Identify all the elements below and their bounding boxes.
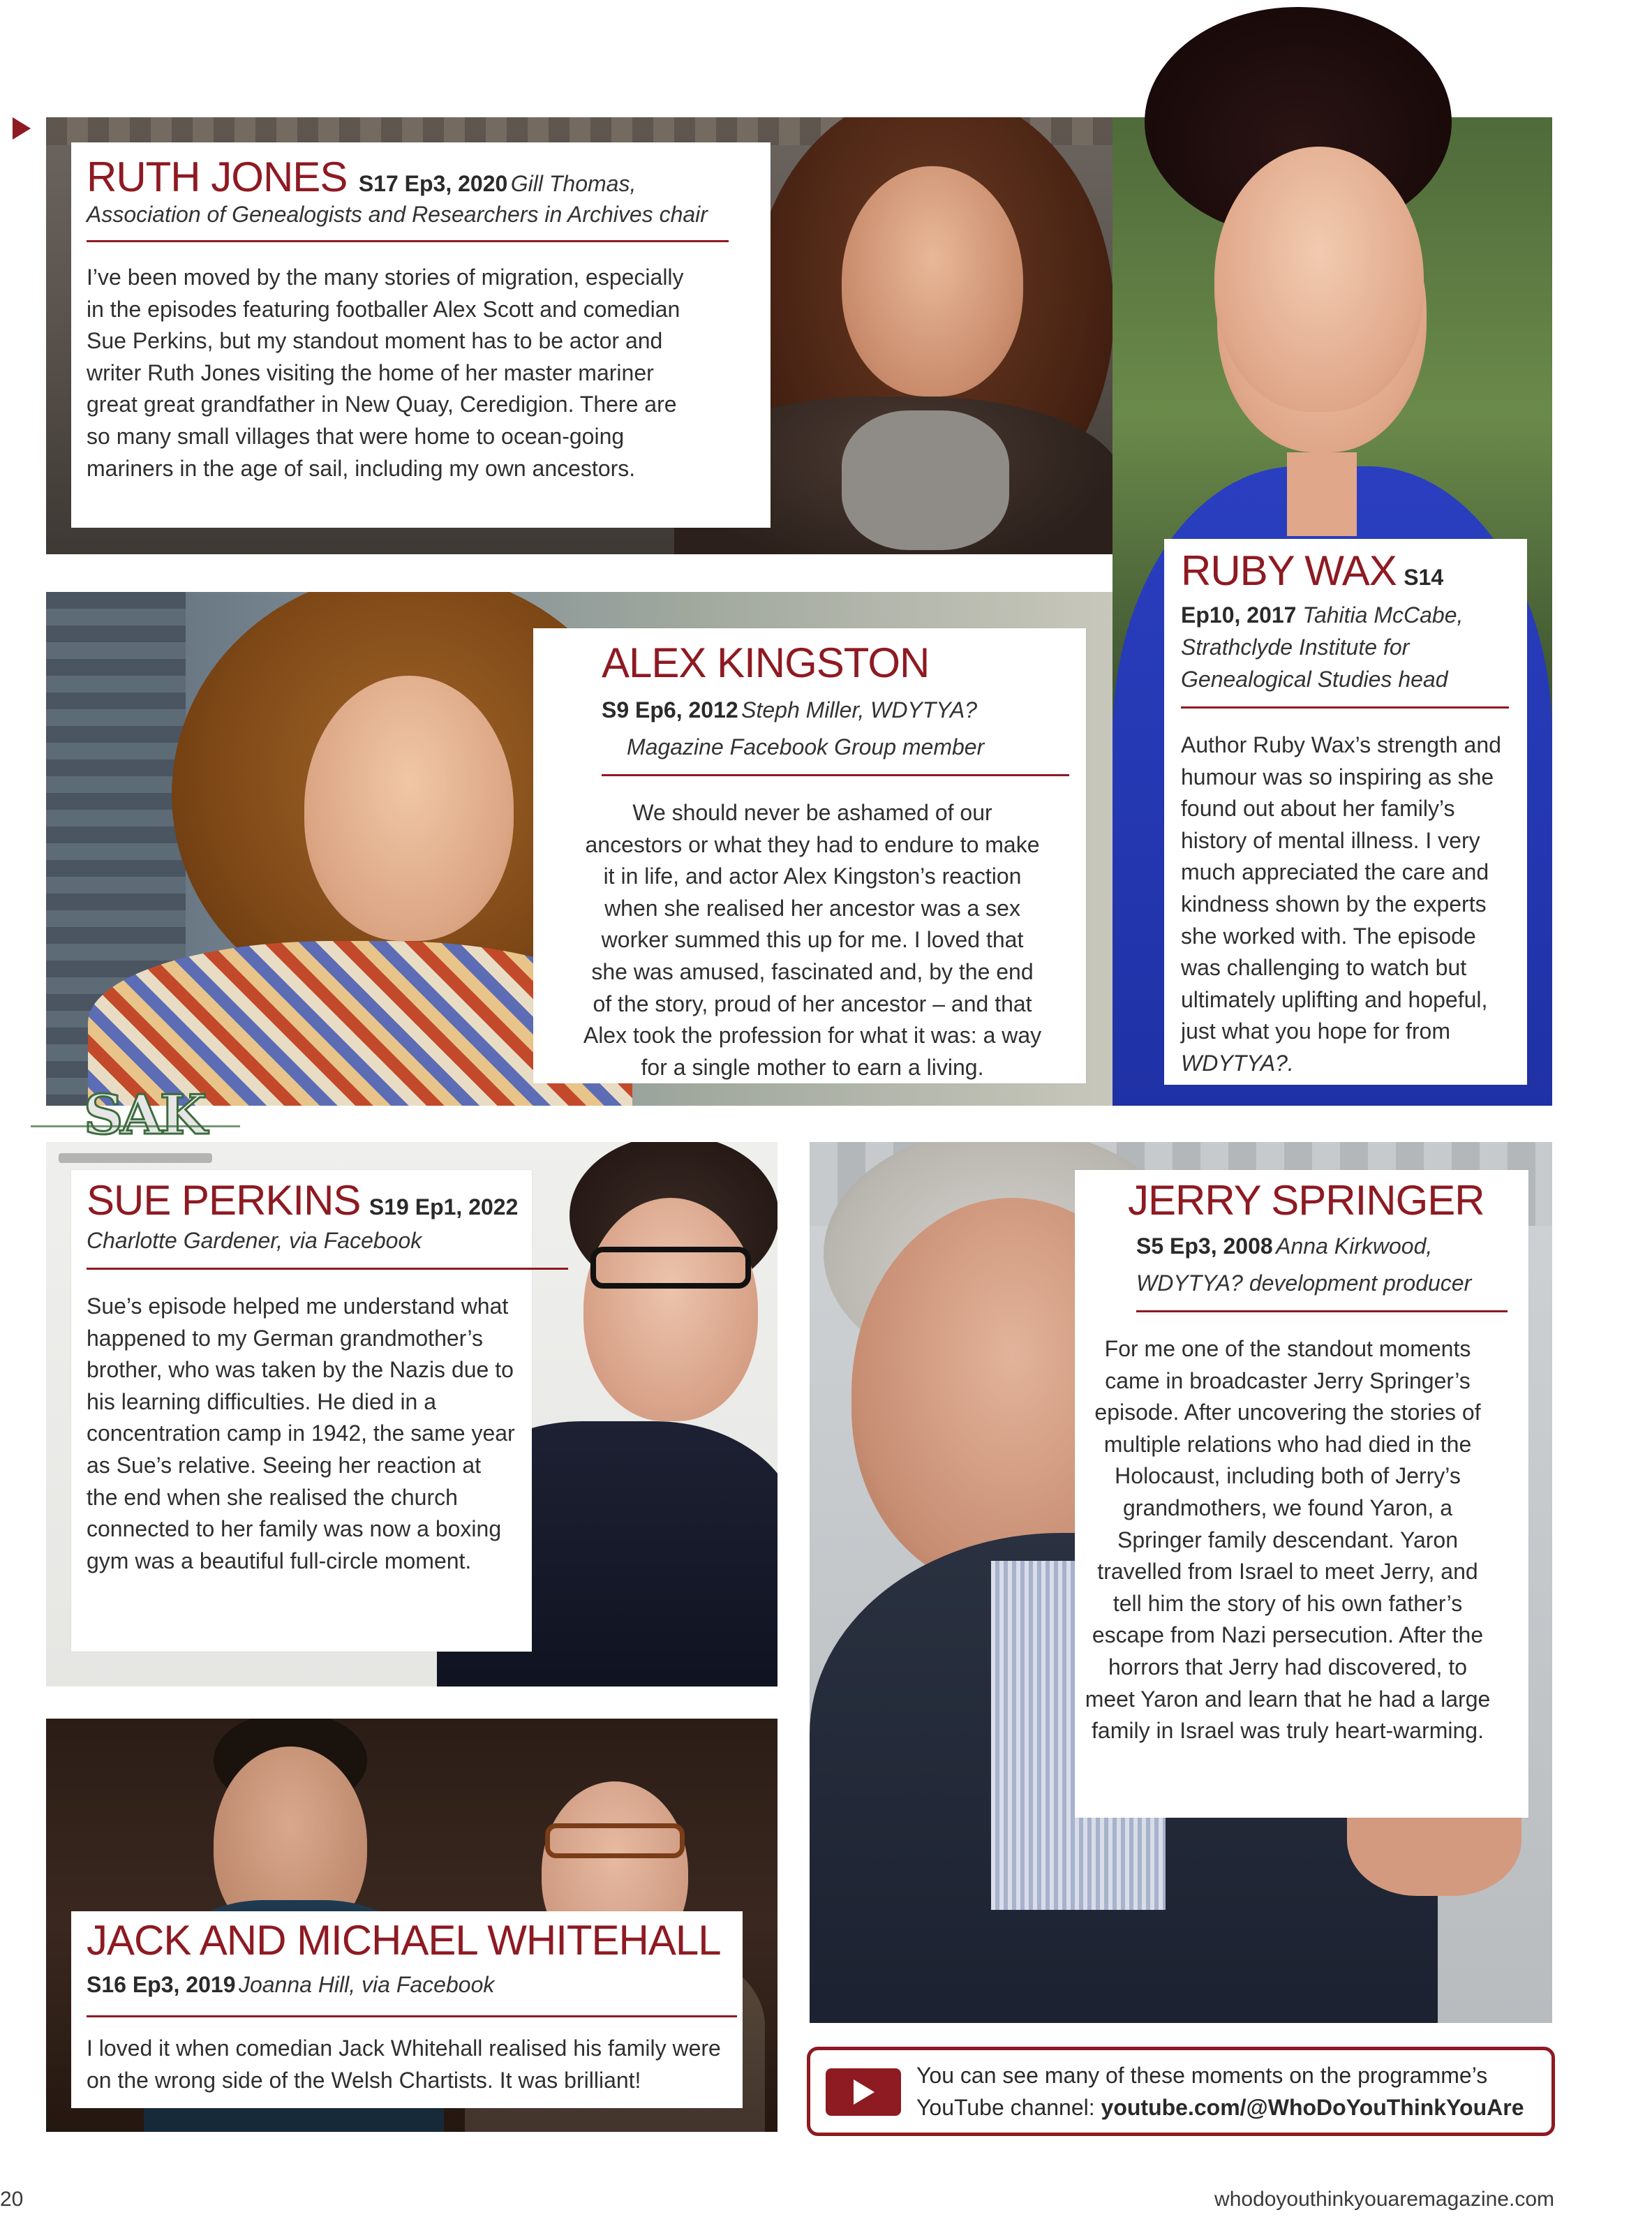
sue-perkins-divider: [87, 1268, 568, 1270]
whitehall-credit: Joanna Hill, via Facebook: [238, 1972, 495, 1997]
ruby-wax-card: [1164, 539, 1527, 1085]
ruth-jones-episode: S17 Ep3, 2020: [358, 171, 508, 196]
alex-kingston-credit-line1: Steph Miller, WDYTYA?: [741, 697, 978, 722]
jerry-springer-credit-line1: Anna Kirkwood,: [1276, 1233, 1433, 1259]
ruth-jones-card: [71, 142, 771, 528]
ruby-wax-body: [1181, 729, 1515, 1080]
whitehall-card: [71, 1911, 743, 2108]
jerry-springer-credit-line2: WDYTYA? development producer: [1136, 1270, 1472, 1296]
alex-kingston-body: We should never be ashamed of our ancestors or what they had to endure to make it in life, and actor Alex Kingston’s reaction when she realised her ancestor was a sex worker summed this up for me. I loved that she was amused, fascinated and, by the end of the story, proud of her ancestor – and that Alex took the profession for what it was: a way for a single mother to earn a living.: [583, 800, 1042, 1080]
jerry-springer-divider: [1136, 1310, 1508, 1312]
sue-perkins-card: [71, 1170, 532, 1652]
whitehall-divider: [87, 2015, 737, 2017]
ruby-wax-heading: [1181, 547, 1510, 594]
ruby-wax-episode-b: Ep10, 2017: [1181, 602, 1297, 628]
sue-perkins-episode: S19 Ep1, 2022: [369, 1194, 519, 1220]
youtube-promo-prefix: YouTube channel:: [916, 2095, 1095, 2120]
ruth-jones-divider: [87, 240, 729, 242]
alex-kingston-episode: S9 Ep6, 2012: [602, 697, 738, 722]
alex-kingston-credit-line2: Magazine Facebook Group member: [627, 734, 985, 759]
ruth-jones-credit-line1: Gill Thomas,: [510, 171, 637, 196]
ruby-wax-divider: [1181, 706, 1509, 709]
sue-perkins-body: Sue’s episode helped me understand what happened to my German grandmother’s brother, who was taken by the Nazis due to his learning difficulties. He died in a concentration camp in 1942, the same year as Sue’s relative. Seeing her reaction at the end when she realised the church connected to her family was now a boxing gym was a beautiful full-circle moment.: [87, 1293, 515, 1573]
play-icon[interactable]: [826, 2068, 901, 2116]
whitehall-episode: S16 Ep3, 2019: [87, 1972, 236, 1997]
ruby-wax-credit-line2: Strathclyde Institute for Genealogical Studies head: [1181, 635, 1448, 692]
ruth-jones-credit-line2: Association of Genealogists and Researchers in Archives chair: [87, 202, 708, 227]
sue-perkins-name: SUE PERKINS: [87, 1177, 361, 1224]
jerry-springer-body: For me one of the standout moments came in broadcaster Jerry Springer’s episode. After uncovering the stories of multiple relations who had died in the Holocaust, including both of Jerry’s grandmothers, we found Yaron, a Springer family descendant. Yaron travelled from Israel to meet Jerry, and tell him the story of his own father’s escape from Nazi persecution. After the horrors that Jerry had discovered, to meet Yaron and learn that he had a large family in Israel was truly heart-warming.: [1085, 1336, 1491, 1744]
ruby-wax-episode-a: S14: [1404, 565, 1444, 590]
youtube-promo-line1: You can see many of these moments on the programme’s: [916, 2063, 1488, 2088]
whitehall-name: JACK AND MICHAEL WHITEHALL: [87, 1917, 721, 1964]
alex-kingston-card: [533, 628, 1086, 1083]
ruth-jones-heading: [87, 156, 755, 200]
ruby-wax-body-italic: WDYTYA?.: [1181, 1050, 1294, 1076]
page-number: 20: [0, 2188, 24, 2211]
sue-perkins-credit: Charlotte Gardener, via Facebook: [87, 1228, 422, 1253]
ruby-wax-name: RUBY WAX: [1181, 547, 1397, 594]
alex-kingston-name: ALEX KINGSTON: [602, 639, 930, 686]
ruth-jones-body: I’ve been moved by the many stories of migration, especially in the episodes featuring footballer Alex Scott and comedian Sue Perkins, but my standout moment has to be actor and writer Ruth Jones visiting the home of her master mariner great great grandfather in New Quay, Ceredigion. There are so many small villages that were home to ocean-going mariners in the age of sail, including my own ancestors.: [87, 265, 684, 481]
jerry-springer-card: [1075, 1170, 1528, 1818]
ruth-jones-name: RUTH JONES: [87, 154, 348, 200]
youtube-channel-link[interactable]: youtube.com/@WhoDoYouThinkYouAre: [1101, 2095, 1524, 2120]
jerry-springer-name: JERRY SPRINGER: [1128, 1177, 1484, 1224]
alex-kingston-divider: [602, 774, 1069, 776]
youtube-promo-box[interactable]: [807, 2047, 1555, 2136]
ruby-wax-face: [1214, 147, 1424, 412]
section-arrow-icon: [13, 117, 31, 140]
watermark-text: SAK: [84, 1083, 204, 1147]
ruby-wax-body-text: Author Ruby Wax’s strength and humour was so inspiring as she found out about her family’s history of mental illness. I very much appreciated the care and kindness shown by the experts she worked with. The episode was challenging to watch but ultimately uplifting and hopeful, just what you hope for from: [1181, 732, 1501, 1044]
watermark-logo: [31, 1083, 240, 1174]
whitehall-body: I loved it when comedian Jack Whitehall realised his family were on the wrong side of the Welsh Chartists. It was brilliant!: [87, 2036, 721, 2093]
footer-website[interactable]: whodoyouthinkyouaremagazine.com: [1214, 2188, 1554, 2211]
ruby-wax-credit-line1: Tahitia McCabe,: [1302, 602, 1464, 628]
jerry-springer-episode: S5 Ep3, 2008: [1136, 1233, 1273, 1259]
